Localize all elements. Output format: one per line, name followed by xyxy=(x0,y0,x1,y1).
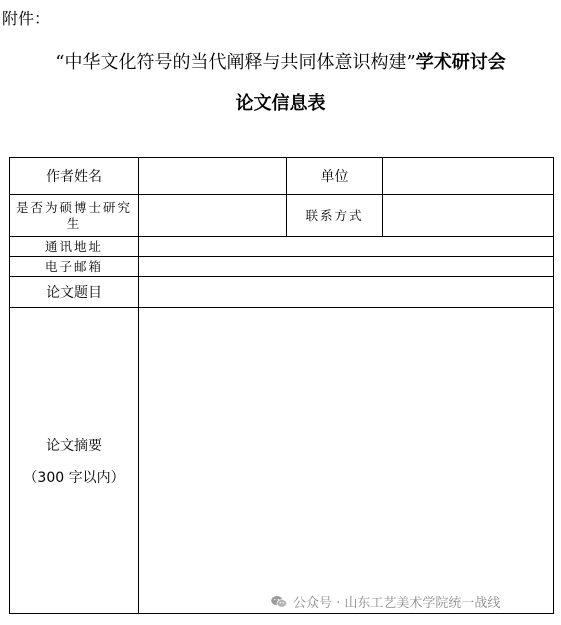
degree-field[interactable] xyxy=(139,195,287,237)
contact-label: 联系方式 xyxy=(287,195,383,237)
email-label: 电子邮箱 xyxy=(10,257,139,277)
row-abstract xyxy=(10,308,554,614)
paper-info-form xyxy=(9,157,554,614)
address-label: 通讯地址 xyxy=(10,237,139,257)
contact-field[interactable] xyxy=(383,195,554,237)
row-degree xyxy=(10,195,554,237)
document-title-line2: 论文信息表 xyxy=(235,93,326,114)
email-field[interactable] xyxy=(139,257,554,277)
row-author xyxy=(10,158,554,195)
unit-label: 单位 xyxy=(287,158,383,195)
abstract-label-cell xyxy=(10,308,139,614)
degree-label: 是否为硕博士研究生 xyxy=(10,195,139,237)
author-name-label: 作者姓名 xyxy=(10,158,139,195)
title-regular-part: “中华文化符号的当代阐释与共同体意识构建” xyxy=(55,52,416,73)
unit-field[interactable] xyxy=(383,158,554,195)
address-field[interactable] xyxy=(139,237,554,257)
row-paper-title xyxy=(10,277,554,308)
watermark-text: 公众号 · 山东工艺美术学院统一战线 xyxy=(293,596,501,611)
watermark xyxy=(270,592,500,611)
paper-title-label: 论文题目 xyxy=(10,277,139,308)
abstract-label: 论文摘要 xyxy=(46,437,102,454)
document-title-line1 xyxy=(0,48,561,74)
abstract-field[interactable] xyxy=(139,308,554,614)
row-email xyxy=(10,257,554,277)
wechat-icon xyxy=(270,595,288,609)
abstract-limit: （300 字以内） xyxy=(23,469,125,486)
author-name-field[interactable] xyxy=(139,158,287,195)
paper-title-field[interactable] xyxy=(139,277,554,308)
row-address xyxy=(10,237,554,257)
title-bold-part: 学术研讨会 xyxy=(415,52,506,73)
attachment-label: 附件： xyxy=(2,9,51,28)
